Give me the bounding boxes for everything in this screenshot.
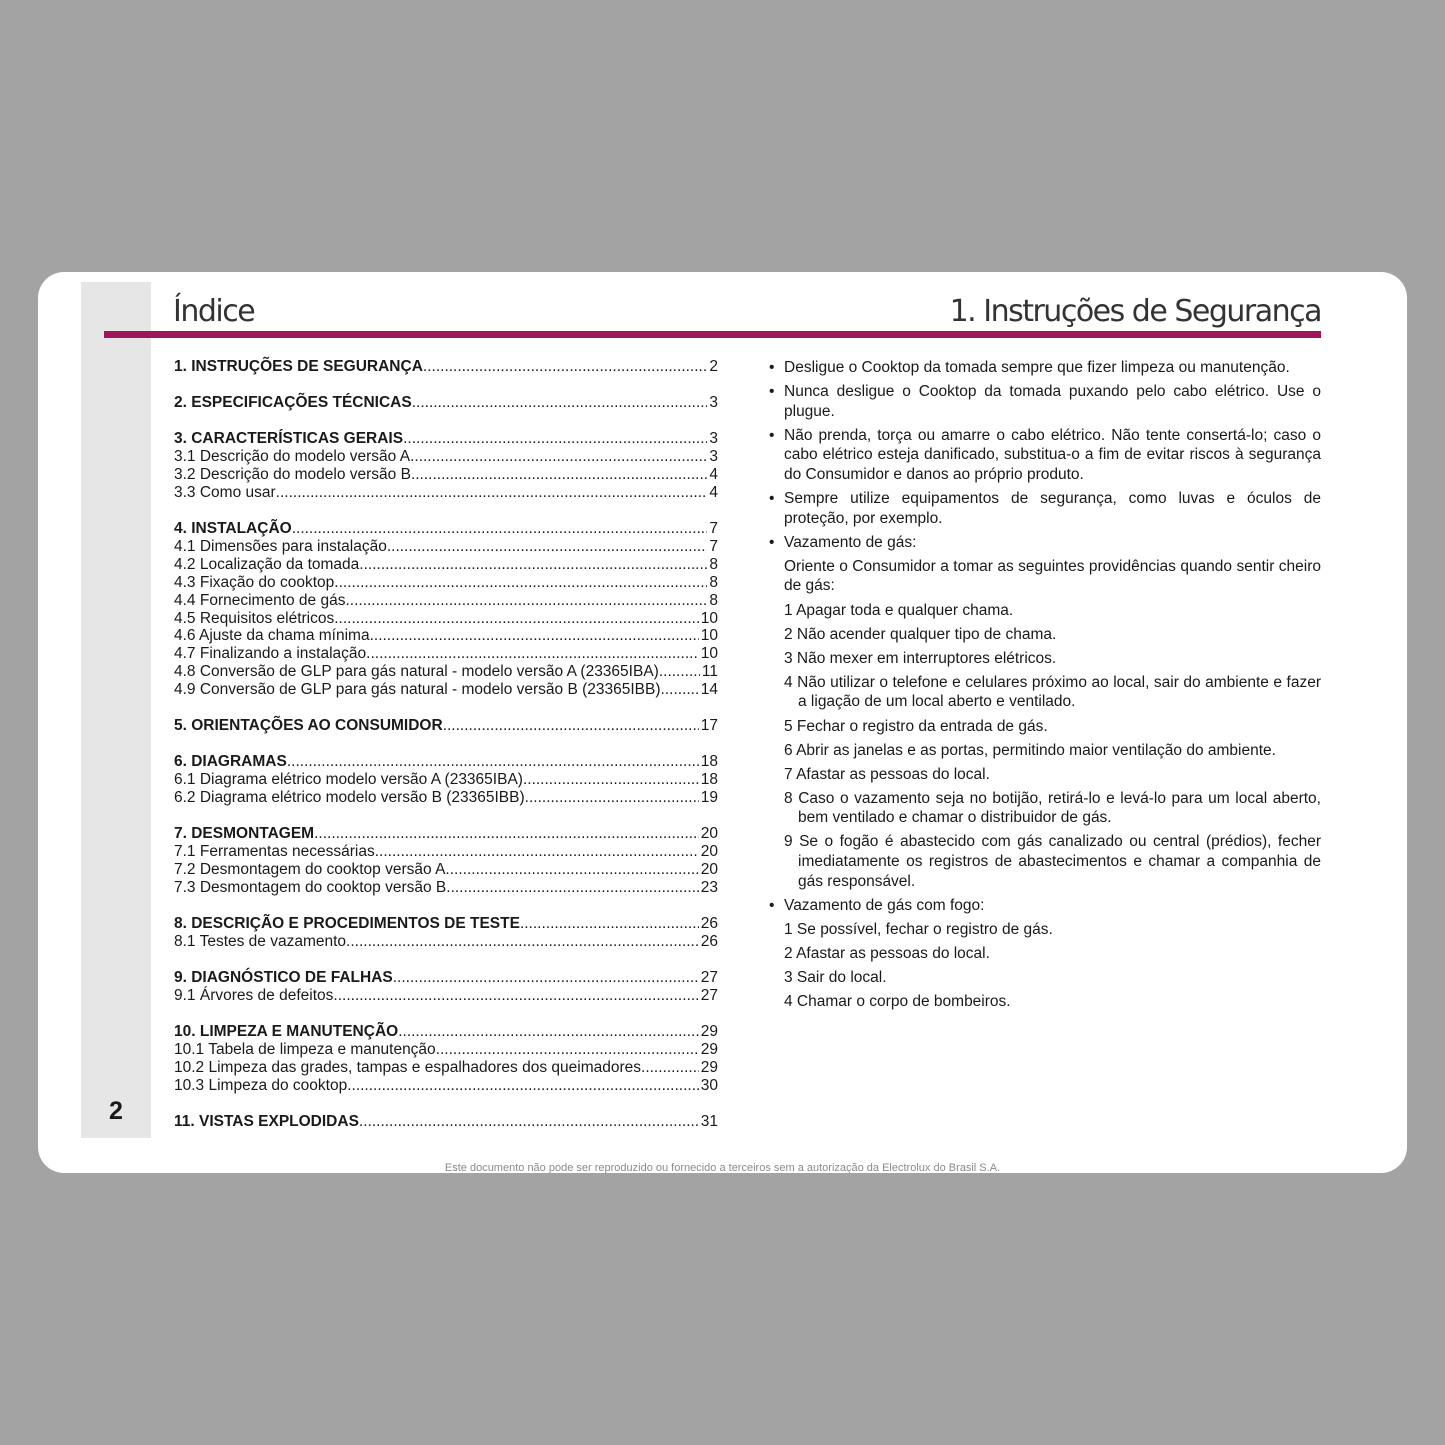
toc-entry-title: 5. ORIENTAÇÕES AO CONSUMIDOR [174, 717, 443, 735]
toc-entry [174, 825, 718, 843]
toc-entry-title: 4.3 Fixação do cooktop [174, 573, 335, 591]
bullet-dot: • [769, 426, 775, 444]
toc-entry-title: 4. INSTALAÇÃO [174, 520, 292, 537]
toc-entry-title: 7.2 Desmontagem do cooktop versão A [174, 861, 446, 879]
toc-entry-page: 8 [709, 591, 718, 609]
gas-leak-step [769, 789, 1321, 828]
toc-leader-dots [314, 825, 699, 843]
toc-entry [174, 969, 718, 987]
safety-bullet [769, 533, 1321, 553]
toc-entry-page: 4 [709, 466, 718, 483]
safety-bullet-text: Nunca desligue o Cooktop da tomada puxando pelo cabo elétrico. Use o plugue. [784, 383, 1321, 420]
toc-entry-title: 7.3 Desmontagem do cooktop versão B [174, 878, 447, 896]
safety-bullet-text: Sempre utilize equipamentos de segurança, como luvas e óculos de proteção, por exemplo. [784, 490, 1321, 527]
gas-leak-step-text: 2 Não acender qualquer tipo de chama. [784, 625, 1057, 643]
toc-leader-dots [387, 538, 708, 556]
toc-entry-page: 29 [700, 1040, 718, 1058]
document-page [38, 272, 1407, 1173]
toc-entry-page: 30 [700, 1076, 718, 1094]
gas-leak-step [769, 673, 1321, 712]
toc-entry-title: 10. LIMPEZA E MANUTENÇÃO [174, 1023, 399, 1041]
gas-leak-step-text: 4 Não utilizar o telefone e celulares próximo ao local, sair do ambiente e fazer a ligação de um local aberto e ventilado. [784, 673, 1321, 711]
toc-leader-dots [446, 879, 698, 897]
gas-leak-step-text: 9 Se o fogão é abastecido com gás canalizado ou central (prédios), fecher imediatamente os registros de abastecimentos e chamar a companhia de gás responsável. [784, 833, 1321, 890]
toc-entry-page: 3 [709, 394, 718, 412]
toc-entry [174, 592, 718, 610]
gas-leak-intro: Oriente o Consumidor a tomar as seguintes providências quando sentir cheiro de gás: [784, 557, 1321, 595]
fire-step-text: 4 Chamar o corpo de bombeiros. [784, 993, 1011, 1011]
toc-entry-title: 3.2 Descrição do modelo versão B [174, 466, 411, 483]
fire-step-text: 2 Afastar as pessoas do local. [784, 944, 990, 962]
toc-leader-dots [346, 933, 699, 951]
toc-entry-title: 10.3 Limpeza do cooktop [174, 1076, 348, 1094]
toc-entry-page: 26 [700, 915, 718, 933]
toc-entry-page: 7 [709, 537, 718, 555]
toc-entry-page: 27 [700, 969, 718, 987]
toc-entry [174, 987, 718, 1005]
toc-leader-dots [347, 1077, 699, 1095]
safety-bullet-text: Não prenda, torça ou amarre o cabo elétrico. Não tente consertá-lo; caso o cabo elétrico esteja danificado, substitua-o a fim de evitar riscos à segurança do Consumidor e danos ao próprio produto. [784, 426, 1321, 483]
toc-entry-title: 4.4 Fornecimento de gás [174, 591, 346, 609]
bullet-dot: • [769, 896, 775, 914]
toc-entry-page: 7 [709, 520, 718, 537]
toc-entry-page: 29 [700, 1058, 718, 1076]
toc-leader-dots [345, 592, 707, 610]
toc-entry-title: 8.1 Testes de vazamento [174, 932, 347, 950]
toc-entry-title: 9.1 Árvores de defeitos [174, 986, 334, 1004]
toc-entry [174, 1113, 718, 1131]
toc-entry-title: 4.1 Dimensões para instalação [174, 537, 387, 555]
toc-entry [174, 915, 718, 933]
safety-bullet [769, 489, 1321, 528]
toc-leader-dots [410, 448, 707, 466]
toc-entry-page: 10 [700, 609, 718, 627]
toc-leader-dots [443, 717, 699, 735]
toc-entry-page: 17 [700, 717, 718, 735]
toc-entry [174, 645, 718, 663]
toc-entry [174, 1059, 718, 1077]
footer-disclaimer: Este documento não pode ser reproduzido ou fornecido a terceiros sem a autorização da Electrolux do Brasil S.A. [444, 1162, 1001, 1173]
toc-leader-dots [334, 574, 707, 592]
toc-entry [174, 1041, 718, 1059]
toc-entry-title: 6.1 Diagrama elétrico modelo versão A (23365IBA) [174, 771, 523, 789]
toc-leader-dots [276, 484, 708, 502]
toc-entry [174, 843, 718, 861]
toc-leader-dots [423, 358, 707, 376]
bullet-dot: • [769, 359, 775, 376]
toc-leader-dots [292, 520, 708, 538]
toc-entry-page: 20 [700, 861, 718, 879]
fire-step-text: 3 Sair do local. [784, 969, 887, 987]
toc-entry-title: 3.1 Descrição do modelo versão A [174, 448, 411, 466]
toc-entry-page: 14 [700, 681, 718, 699]
toc-entry-title: 4.8 Conversão de GLP para gás natural - modelo versão A (23365IBA) [174, 663, 659, 681]
fire-bullet-text: Vazamento de gás com fogo: [784, 896, 985, 914]
toc-entry [174, 394, 718, 412]
gas-leak-step [769, 601, 1321, 621]
toc-entry [174, 771, 718, 789]
toc-entry-page: 3 [709, 430, 718, 448]
toc-entry-page: 8 [709, 555, 718, 573]
bullet-dot: • [769, 533, 775, 551]
toc-entry [174, 627, 718, 645]
toc-entry-page: 19 [700, 789, 718, 807]
toc-leader-dots [393, 969, 699, 987]
gas-leak-step-text: 3 Não mexer em interruptores elétricos. [784, 649, 1057, 667]
toc-entry-title: 8. DESCRIÇÃO E PROCEDIMENTOS DE TESTE [174, 915, 520, 933]
toc-leader-dots [359, 556, 707, 574]
toc-entry-title: 7. DESMONTAGEM [174, 825, 315, 843]
toc-entry [174, 538, 718, 556]
gas-leak-step-text: 1 Apagar toda e qualquer chama. [784, 601, 1014, 619]
toc-entry [174, 520, 718, 538]
toc-entry [174, 610, 718, 628]
toc-entry [174, 861, 718, 879]
fire-step [769, 920, 1321, 940]
toc-entry-title: 6. DIAGRAMAS [174, 753, 287, 771]
toc-leader-dots [523, 771, 699, 789]
toc-entry-title: 3.3 Como usar [174, 483, 276, 501]
toc-entry-page: 10 [700, 627, 718, 645]
toc-leader-dots [333, 987, 698, 1005]
bullet-dot: • [769, 490, 775, 508]
toc-leader-dots [375, 843, 699, 861]
fire-step-text: 1 Se possível, fechar o registro de gás. [784, 920, 1053, 938]
toc-leader-dots [366, 645, 699, 663]
toc-entry-page: 23 [700, 878, 718, 896]
toc-leader-dots [403, 430, 707, 448]
toc-leader-dots [287, 753, 699, 771]
bullet-dot: • [769, 383, 775, 401]
toc-entry [174, 1023, 718, 1041]
toc-leader-dots [641, 1059, 699, 1077]
toc-entry [174, 879, 718, 897]
gas-leak-step [769, 765, 1321, 785]
toc-entry-page: 27 [700, 986, 718, 1004]
toc-leader-dots [520, 915, 699, 933]
toc-entry [174, 717, 718, 735]
fire-bullet [769, 896, 1321, 916]
toc-entry [174, 448, 718, 466]
toc-entry-page: 18 [700, 771, 718, 789]
toc-entry-title: 4.5 Requisitos elétricos [174, 609, 335, 627]
toc-entry [174, 753, 718, 771]
toc-entry [174, 933, 718, 951]
toc-entry-page: 2 [709, 358, 718, 375]
toc-entry-page: 3 [709, 448, 718, 466]
toc-leader-dots [359, 1113, 699, 1131]
safety-bullet-text: Vazamento de gás: [784, 533, 917, 551]
toc-entry-page: 26 [700, 932, 718, 950]
toc-entry-page: 31 [700, 1112, 718, 1130]
toc-entry-title: 4.6 Ajuste da chama mínima [174, 627, 370, 645]
toc-entry-title: 3. CARACTERÍSTICAS GERAIS [174, 430, 404, 448]
toc-leader-dots [370, 627, 699, 645]
toc-entry-page: 18 [700, 753, 718, 771]
toc-leader-dots [411, 466, 707, 484]
toc-entry [174, 430, 718, 448]
toc-entry-title: 4.9 Conversão de GLP para gás natural - modelo versão B (23365IBB) [174, 681, 661, 699]
toc-entry-page: 20 [700, 825, 718, 843]
gas-leak-step-text: 8 Caso o vazamento seja no botijão, retirá-lo e levá-lo para um local aberto, bem ventilado e chamar o distribuidor de gás. [784, 789, 1321, 827]
toc-entry [174, 466, 718, 484]
safety-bullet [769, 382, 1321, 421]
toc-entry-page: 20 [700, 843, 718, 861]
toc-leader-dots [445, 861, 698, 879]
gas-leak-step [769, 625, 1321, 645]
side-margin-strip [81, 282, 151, 1138]
toc-leader-dots [436, 1041, 699, 1059]
toc-leader-dots [525, 789, 699, 807]
toc-entry-title: 9. DIAGNÓSTICO DE FALHAS [174, 969, 393, 987]
toc-leader-dots [661, 681, 699, 699]
safety-instructions [769, 358, 1321, 1016]
safety-bullet [769, 426, 1321, 485]
toc-leader-dots [412, 394, 708, 412]
toc-entry [174, 663, 718, 681]
toc-entry-title: 4.2 Localização da tomada [174, 555, 360, 573]
toc-entry [174, 574, 718, 592]
toc-leader-dots [659, 663, 700, 681]
gas-leak-step [769, 832, 1321, 891]
toc-entry [174, 789, 718, 807]
toc-entry [174, 556, 718, 574]
toc-entry-title: 11. VISTAS EXPLODIDAS [174, 1112, 359, 1130]
table-of-contents [174, 358, 718, 1131]
toc-entry-page: 10 [700, 645, 718, 663]
index-title: Índice [173, 294, 255, 329]
safety-bullet [769, 358, 1321, 378]
fire-step [769, 968, 1321, 988]
toc-leader-dots [334, 610, 699, 628]
toc-entry-title: 1. INSTRUÇÕES DE SEGURANÇA [174, 358, 423, 375]
toc-entry-page: 8 [709, 573, 718, 591]
toc-entry-title: 10.2 Limpeza das grades, tampas e espalhadores dos queimadores [174, 1058, 642, 1076]
gas-leak-step-text: 5 Fechar o registro da entrada de gás. [784, 717, 1048, 735]
toc-entry-title: 2. ESPECIFICAÇÕES TÉCNICAS [174, 394, 412, 412]
toc-entry-title: 6.2 Diagrama elétrico modelo versão B (23365IBB) [174, 789, 525, 807]
toc-entry-title: 10.1 Tabela de limpeza e manutenção [174, 1040, 436, 1058]
gas-leak-step [769, 717, 1321, 737]
toc-entry [174, 358, 718, 376]
toc-entry [174, 1077, 718, 1095]
header-rule [104, 331, 1321, 338]
toc-entry-page: 11 [701, 663, 718, 681]
gas-leak-step-text: 7 Afastar as pessoas do local. [784, 765, 990, 783]
gas-leak-step-text: 6 Abrir as janelas e as portas, permitindo maior ventilação do ambiente. [784, 741, 1276, 759]
gas-leak-step [769, 741, 1321, 761]
section-title: 1. Instruções de Segurança [949, 294, 1321, 329]
fire-step [769, 944, 1321, 964]
toc-entry-page: 4 [709, 483, 718, 501]
toc-entry-title: 4.7 Finalizando a instalação [174, 645, 367, 663]
gas-leak-step [769, 649, 1321, 669]
toc-entry-title: 7.1 Ferramentas necessárias [174, 843, 375, 861]
page-number: 2 [109, 1097, 123, 1125]
toc-entry-page: 29 [700, 1023, 718, 1041]
safety-bullet-text: Desligue o Cooktop da tomada sempre que fizer limpeza ou manutenção. [784, 359, 1290, 376]
toc-entry [174, 681, 718, 699]
toc-entry [174, 484, 718, 502]
fire-step [769, 992, 1321, 1012]
toc-leader-dots [398, 1023, 699, 1041]
